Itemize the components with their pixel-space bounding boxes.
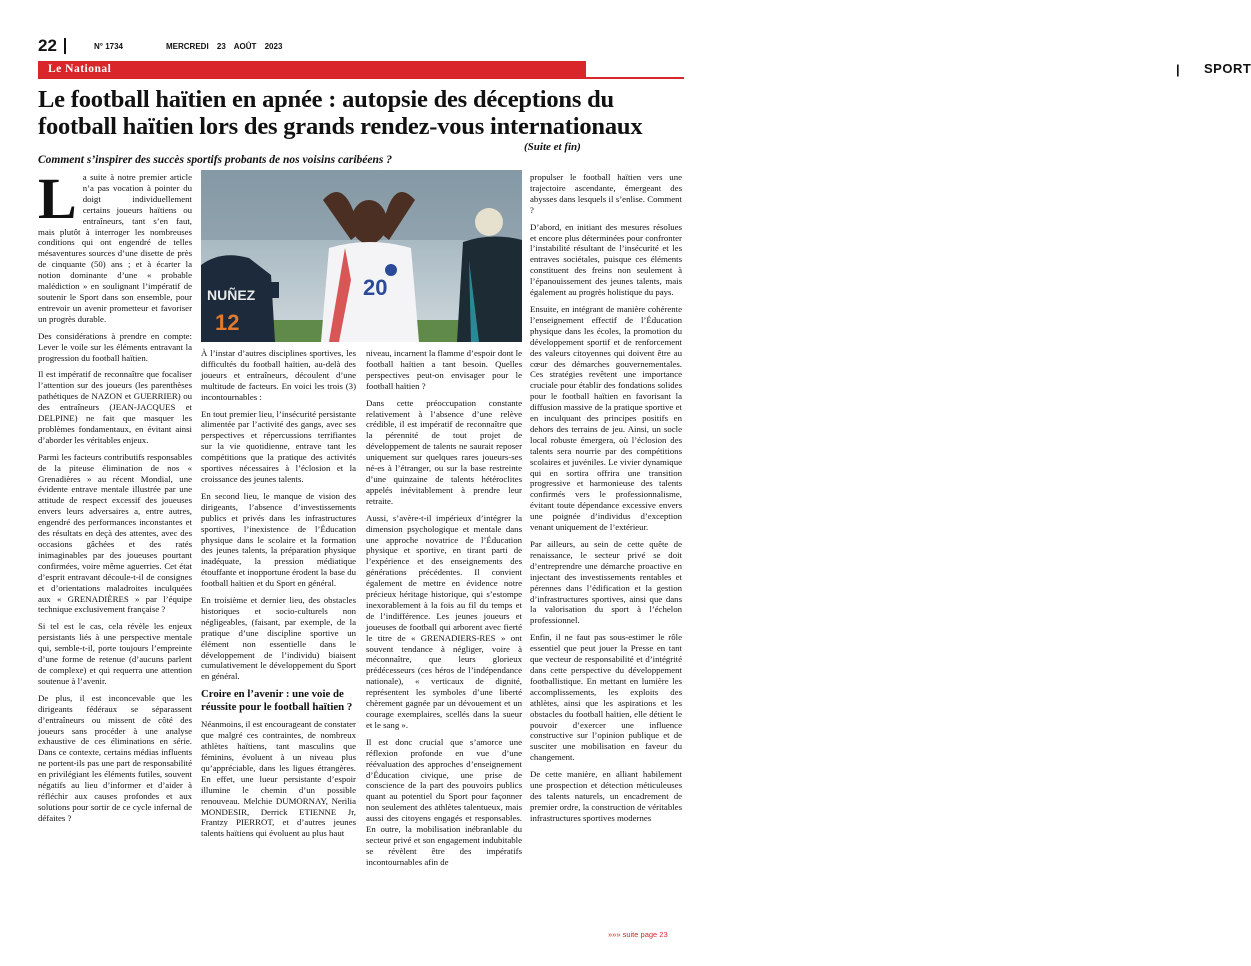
- article-subtitle: Comment s’inspirer des succès sportifs probants de nos voisins caribéens ?: [38, 154, 392, 166]
- page-header: [38, 36, 684, 56]
- paragraph: Il est donc crucial que s’amorce une réflexion profonde en vue d’une réévaluation des approches d’enseignement d’Éducation civique, une prise de conscience de la part des pouvoirs publics quant au potentiel du Sport pour façonner non seulement des athlètes talentueux, mais aussi des citoyens engagés et responsables. En outre, la mobilisation inébranlable du secteur privé et son engagement indubitable se révèlent être des impératifs incontournables afin de: [366, 736, 522, 867]
- paragraph: D’abord, en initiant des mesures résolues et encore plus déterminées pour confronter l’instabilité résultant de l’insécurité et les entraves sociétales, puisque ces éléments constituent des freins non seulement à l’épanouissement des jeunes talents, mais également au progrès holistique du pays.: [530, 221, 682, 298]
- article-column-1: [38, 166, 192, 830]
- section-label-box: [586, 61, 1251, 77]
- article-title: Le football haïtien en apnée : autopsie des déceptions du football haïtien lors des grands rendez-vous internationaux: [38, 86, 643, 140]
- brand-tab-shape: [128, 61, 138, 77]
- paragraph: En tout premier lieu, l’insécurité persistante alimentée par l’activité des gangs, avec ses perspectives et répercussions terrifiantes sur la vie quotidienne, entrave tant les compétitions que la pratique des activités sportives nécessaires à l’éclosion et la croissance des jeunes talents.: [201, 408, 356, 484]
- section-label: SPORT: [1204, 61, 1251, 76]
- paragraph: Parmi les facteurs contributifs responsables de la piteuse élimination de nos « Grenadières » au récent Mondial, une évidente entrave mentale illustrée par une attitude de respect excessif des joueuses envers leurs adversaires a, entre autres, engendré des performances inconstantes et des résultats en deçà des attentes, avec des occasions gâchées et des ratés inimaginables par des joueuses pourtant confirmées, voire même aguerries. Cet état d’esprit entravant découle-t-il de consignes et d’orientations maladroites inculquées aux « GRENADIÈRES » par l’équipe technique exclusivement française ?: [38, 451, 192, 615]
- article-column-4: [530, 172, 682, 830]
- continuation-link[interactable]: »»» suite page 23: [608, 930, 668, 939]
- section-separator: |: [1176, 62, 1180, 77]
- svg-text:12: 12: [215, 310, 240, 335]
- section-banner: [38, 61, 1251, 77]
- paragraph: [38, 166, 192, 325]
- article-suite-note: (Suite et fin): [524, 141, 581, 153]
- football-players-photo: [201, 170, 522, 342]
- paragraph: Des considérations à prendre en compte: Lever le voile sur les éléments entravant la progression du football haïtien.: [38, 330, 192, 363]
- paragraph: Ensuite, en intégrant de manière cohérente l’enseignement effectif de l’Éducation physique dans les écoles, la promotion du développement sportif et de renforcement des valeurs citoyennes qui doivent être au cœur des démarches gouvernementales. Ces stratégies revêtent une importance cruciale pour établir des fondations solides pour le football haïtien en favorisant la diffusion massive de la pratique sportive et en inculquant des principes positifs en dehors des terrains de jeu. Ainsi, un socle local robuste émergera, où l’éclosion des talents sera nourrie par des compétitions scolaires et juvéniles. Le vivier dynamique qui en sortira offrira une transition progressive et harmonieuse des talents confirmés vers le professionnalisme, évitant toute dépendance excessive envers une poignée d’individus d’exception venant uniquement de l’extérieur.: [530, 303, 682, 533]
- drop-cap: L: [38, 166, 77, 231]
- newspaper-brand: Le National: [38, 61, 140, 77]
- banner-underline: [38, 77, 684, 79]
- header-divider: [64, 38, 66, 54]
- paragraph: À l’instar d’autres disciplines sportives, les difficultés du football haïtien, au-delà des joueurs et entraîneurs, découlent d’une multitude de facteurs. En voici les trois (3) incontournables :: [201, 348, 356, 402]
- article-column-3: [366, 348, 522, 874]
- paragraph: Enfin, il ne faut pas sous-estimer le rôle essentiel que peut jouer la Presse en tant que vecteur de responsabilité et d’intégrité dans cette perspective du développement footballistique. En mettant en lumière les accomplissements, les exploits des athlètes, ainsi que les aspirations et les obstacles du football haïtien, elle détient le pouvoir d’exercer une influence constructive sur l’opinion publique et de susciter une mobilisation en faveur du changement.: [530, 632, 682, 763]
- paragraph: De plus, il est inconcevable que les dirigeants fédéraux se séparassent d’entraîneurs ou missent de côté des joueurs sans procéder à une analyse exhaustive de ces éliminations en série. Dans ce contexte, certains médias influents ne portent-ils pas une part de responsabilité en privilégiant les éléments futiles, souvent négatifs au lieu d’informer et d’aider à réfléchir aux causes profondes et aux solutions pour sortir de ce cycle infernal de défaites ?: [38, 692, 192, 823]
- paragraph: De cette manière, en alliant habilement une prospection et détection méticuleuses des talents naturels, un encadrement de premier ordre, la construction de véritables infrastructures sportives modernes: [530, 769, 682, 823]
- article-photo: [201, 170, 522, 342]
- paragraph: Il est impératif de reconnaître que focaliser l’attention sur des joueurs (les parenthèses pathétiques de NAZON et GUERRIER) ou des entraîneurs (JEAN-JACQUES et DELPINE) ne fait que masquer les problèmes fondamentaux, en évitant ainsi d’aborder les véritables enjeux.: [38, 369, 192, 445]
- paragraph: Dans cette préoccupation constante relativement à l’absence d’une relève crédible, il est impératif de reconnaître que la pérennité de tout projet de développement de talents ne saurait reposer uniquement sur quelques rares joueurs-ses né-es à l’étranger, ou sur la base restreinte d’une quinzaine de talents hétéroclites appelés inévitablement à prendre leur retraite.: [366, 397, 522, 506]
- jersey-number: 20: [363, 275, 388, 300]
- paragraph: En troisième et dernier lieu, des obstacles historiques et socio-culturels non négligeables, (faisant, par exemple, de la pratique d’une discipline sportive un élément non essentielle dans le développement de l’individu) biaisent cumulativement le développement du Sport en général.: [201, 595, 356, 682]
- paragraph: propulser le football haïtien vers une trajectoire ascendante, émergeant des abysses dans lesquels il s’enlise. Comment ?: [530, 172, 682, 215]
- jersey-name: NUÑEZ: [207, 287, 256, 303]
- paragraph-text: a suite à notre premier article n’a pas vocation à pointer du doigt individuellement certains joueurs haïtiens ou entraîneurs, tant s’en faut, mais plutôt à interroger les nombreuses conditions qui ont engendré de telles mésaventures sources d’une disette de près de cinquante (50) ans ; et à écarter la notion dominante d’une « probable malédiction » en soulignant l’impératif de soutenir le Sport dans son ensemble, pour entrevoir un avenir prometteur et favoriser un progrès durable.: [38, 172, 192, 324]
- page-number: 22: [38, 36, 57, 55]
- article-column-2: [201, 348, 356, 845]
- paragraph: Par ailleurs, au sein de cette quête de renaissance, le secteur privé se doit d’entreprendre une démarche proactive en injectant des investissements rentables et pérennes dans l’édification et la gestion d’infrastructures sportives, ainsi que dans la valorisation du sport à l’échelon professionnel.: [530, 539, 682, 626]
- issue-number: N° 1734: [94, 42, 123, 51]
- paragraph: Néanmoins, il est encourageant de constater que malgré ces contraintes, de nombreux athlètes haïtiens, tant masculins que féminins, évoluent à un niveau plus qu’appréciable, dans les ligues étrangères. En effet, une lueur persistante d’espoir illumine le chemin d’un possible renouveau. Melchie DUMORNAY, Nerilia MONDESIR, Derrick ETIENNE Jr, Frantzy PIERROT, et d’autres jeunes talents haïtiens qui évoluent au plus haut: [201, 719, 356, 839]
- paragraph: niveau, incarnent la flamme d’espoir dont le football haïtien a tant besoin. Quelles perspectives peut-on envisager pour le football haïtien ?: [366, 348, 522, 391]
- paragraph: Si tel est le cas, cela révèle les enjeux persistants liés à une perspective mentale qui, semble-t-il, porte toujours l’empreinte d’une forme de retenue (d’aucuns parlent de complexe) et qui requerra une attention soutenue à l’avenir.: [38, 621, 192, 686]
- paragraph: Aussi, s’avère-t-il impérieux d’intégrer la dimension psychologique et mentale dans une approche novatrice de l’Éducation physique et sportive, en tirant parti de l’expérience et des enseignements des générations précédentes. Il convient également de mettre en évidence notre précieux héritage historique, qui s’estompe inexorablement à la fois au fil du temps et de l’indifférence. Les jeunes joueurs et joueuses de football qui arborent avec fierté le titre de « GRENADIERS-RES » ont souvent tendance à négliger, voire à méconnaître, que leurs glorieux prédécesseurs (ces héros de l’indépendance nationale), « verticaux de dignité, représentent les symboles d’une liberté chèrement gagnée par un dévouement et un courage exemplaires, scellés dans la sueur et le sang ».: [366, 512, 522, 730]
- section-subheading: Croire en l’avenir : une voie de réussite pour le football haïtien ?: [201, 688, 353, 713]
- paragraph: En second lieu, le manque de vision des dirigeants, l’absence d’investissements publics et privés dans les infrastructures sportives, l’inexistence de l’Éducation physique dans le scolaire et la formation des jeunes talents, la préparation physique inadéquate, la pression médiatique étouffante et inopportune érodent la base du football haïtien et du Sport en général.: [201, 490, 356, 589]
- issue-date: MERCREDI 23 AOÛT 2023: [166, 42, 283, 51]
